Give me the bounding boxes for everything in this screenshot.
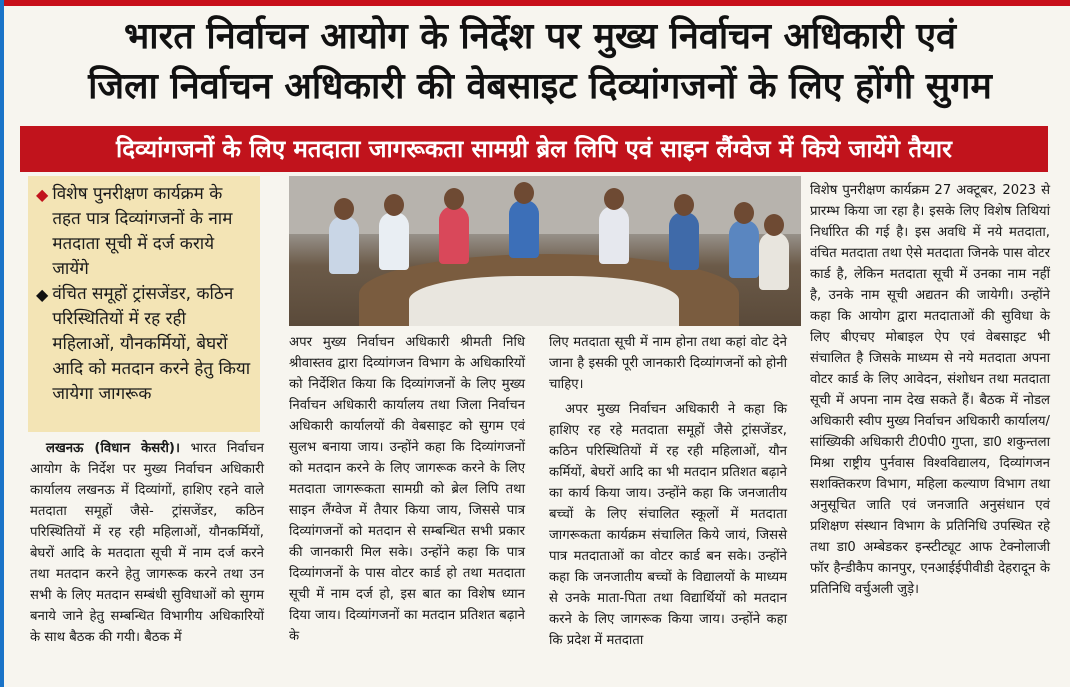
subheadline-banner: दिव्यांगजनों के लिए मतदाता जागरूकता सामग्री ब्रेल लिपि एवं साइन लैंग्वेज में किये जायेंगे तैयार [20,126,1048,172]
headline-line-2: जिला निर्वाचन अधिकारी की वेबसाइट दिव्यांगजनों के लिए होंगी सुगम [88,66,992,107]
photo-person [759,232,789,290]
photo-head [764,214,784,236]
dateline: लखनऊ (विधान केसरी)। [46,441,180,456]
diamond-icon: ◆ [36,185,49,204]
photo-wall [289,176,801,234]
photo-person [439,206,469,264]
top-border [0,0,1070,6]
photo-head [604,188,624,210]
column-1-text: भारत निर्वाचन आयोग के निर्देश पर मुख्य निर्वाचन अधिकारी कार्यालय लखनऊ में दिव्यांगों, हाशिए रहने वाले मतदाता समूहों जैसे- ट्रांसजेंडर, कठिन परिस्थितियों में रह रही महिलाओं, यौनकर्मियों, बेघरों आदि के मतदाता सूची में नाम दर्ज करने तथा मतदान करने हेतु जागरूक करने तथा उन सभी के लिए मतदान सम्बंधी सुविधाओं को सुगम बनाये जाने हेतु सम्बन्धित विभागीय अधिकारियों के साथ बैठक की गयी। बैठक में [30,441,264,645]
photo-head [674,194,694,216]
photo-person [669,212,699,270]
photo-person [379,212,409,270]
photo-person [509,200,539,258]
highlight-text: वंचित समूहों ट्रांसजेंडर, कठिन परिस्थितियों में रह रही महिलाओं, यौनकर्मियों, बेघरों आदि को मतदान करने हेतु किया जायेगा जागरूक [52,284,251,404]
highlight-item [36,182,252,282]
highlights-box [28,176,260,432]
headline-line-1: भारत निर्वाचन आयोग के निर्देश पर मुख्य निर्वाचन अधिकारी एवं [123,16,956,57]
article-column-4 [810,180,1050,600]
meeting-photo [289,176,801,326]
article-column-1 [30,438,264,648]
side-border [0,0,4,687]
photo-tablecloth [409,276,679,326]
diamond-icon: ◆ [36,285,49,304]
article-column-3 [549,332,787,651]
photo-person [599,206,629,264]
column-2-text: अपर मुख्य निर्वाचन अधिकारी श्रीमती निधि श्रीवास्तव द्वारा दिव्यांगजन विभाग के अधिकारियों को निर्देशित किया कि दिव्यांगजनों के लिए मुख्य निर्वाचन अधिकारी कार्यालय तथा जिला निर्वाचन अधिकारी कार्यालयों की वेबसाइट को सुगम एवं सुलभ बनाया जाय। उन्होंने कहा कि दिव्यांगजनों को मतदान करने के लिए जागरूक करने के लिए मतदाता जागरूकता सामग्री को ब्रेल लिपि तथा साइन लैंग्वेज में तैयार किया जाय, जिससे पात्र दिव्यांगजनों को मतदान से सम्बन्धित सभी प्रकार की जानकारी मिल सके। उन्होंने कहा कि पात्र दिव्यांगजनों के पास वोटर कार्ड हो तथा मतदाता सूची में नाम दर्ज हो, इस बात का विशेष ध्यान दिया जाय। दिव्यांगजनों का मतदान प्रतिशत बढ़ाने के [289,335,525,644]
highlight-text: विशेष पुनरीक्षण कार्यक्रम के तहत पात्र दिव्यांगजनों के नाम मतदाता सूची में दर्ज कराये जायेंगे [52,184,233,279]
photo-head [444,188,464,210]
column-4-text: विशेष पुनरीक्षण कार्यक्रम 27 अक्टूबर, 2023 से प्रारम्भ किया जा रहा है। इसके लिए विशेष तिथियां निर्धारित की गई है। इस अवधि में नये मतदाता, वंचित मतदाता तथा ऐसे मतदाता जिनके पास वोटर कार्ड है, लेकिन मतदाता सूची में उनका नाम नहीं है, उनके नाम सूची अद्यतन की जायेगी। उन्होंने कहा कि आयोग द्वारा मतदाताओं की सुविधा के लिए बीएचए मोबाइल ऐप एवं वेबसाइट भी संचालित है जिसके माध्यम से नये मतदाता अपना वोटर कार्ड के लिए आवेदन, संशोधन तथा मतदाता सूची में अपना नाम देख सकते हैं। बैठक में नोडल अधिकारी स्वीप मुख्य निर्वाचन अधिकारी कार्यालय/सांख्यिकी अधिकारी टी0पी0 गुप्ता, डा0 शकुन्तला मिश्रा राष्ट्रीय पुर्नवास विश्वविद्यालय, दिव्यांगजन सशक्तिकरण विभाग, महिला कल्याण विभाग तथा अनुसूचित जाति एवं जनजाति अनुसंधान एवं प्रशिक्षण संस्थान विभाग के प्रतिनिधि उपस्थित रहे तथा डा0 अम्बेडकर इन्स्टीट्यूट आफ टेक्नोलाजी फॉर हैन्डीकैप कानपुर, एनआईईपीवीडी देहरादून के प्रतिनिधि वर्चुअली जुड़े। [810,183,1050,597]
article-column-2 [289,332,525,647]
photo-head [514,182,534,204]
headline [20,12,1060,112]
photo-person [729,220,759,278]
highlight-item [36,282,252,407]
photo-head [384,194,404,216]
photo-head [334,198,354,220]
photo-person [329,216,359,274]
photo-head [734,202,754,224]
column-3-paragraph-1: लिए मतदाता सूची में नाम होना तथा कहां वोट देने जाना है इसकी पूरी जानकारी दिव्यांगजनों को होनी चाहिए। [549,335,787,392]
column-3-paragraph-2: अपर मुख्य निर्वाचन अधिकारी ने कहा कि हाशिए रह रहे मतदाता समूहों जैसे ट्रांसजेंडर, कठिन परिस्थितियों में रह रही महिलाओं, यौन कर्मियों, बेघरों आदि का भी मतदान प्रतिशत बढ़ाने का कार्य किया जाय। उन्होंने कहा कि जनजातीय बच्चों के लिए संचालित स्कूलों में मतदाता जागरूकता कार्यक्रम संचालित किये जायं, जिससे पात्र मतदाताओं का वोटर कार्ड बन सके। उन्होंने कहा कि जनजातीय बच्चों के विद्यालयों के माध्यम से उनके माता-पिता तथा विद्यार्थियों को मतदान करने के लिए जागरूक किया जाय। उन्होंने कहा कि प्रदेश में मतदाता [549,402,787,648]
